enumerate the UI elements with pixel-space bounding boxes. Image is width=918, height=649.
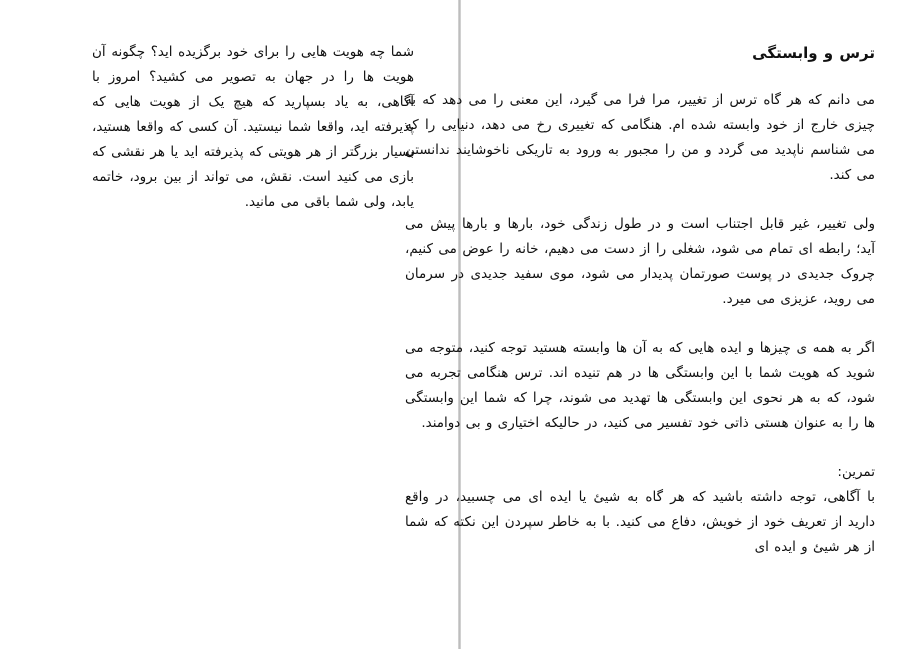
exercise-section (405, 460, 875, 560)
paragraph-3: اگر به همه ی چیزها و ایده هایی که به آن ها وابسته هستید توجه کنید، متوجه می شوید که هویت شما با این وابستگی ها در هم تنیده اند. ترس هنگامی تجربه می شود، که به هر نحوی این وابستگی ها تهدید می شوند، چرا که شما این وابستگی ها را به عنوان هستی ذاتی خود تفسیر می کنید، در حالیکه اختیاری و بی دوامند. (405, 340, 875, 431)
exercise-label: تمرین: (837, 464, 875, 480)
exercise-text: با آگاهی، توجه داشته باشید که هر گاه به شیئ یا ایده ای می چسبید، در واقع دارید از تعریف خود از خویش، دفاع می کنید. با به خاطر سپردن این نکته که شما از هر شیئ و ایده ای (405, 489, 875, 555)
paragraph-1: می دانم که هر گاه ترس از تغییر، مرا فرا می گیرد، این معنی را می دهد که به چیزی خارج از خود وابسته شده ام. هنگامی که تغییری رخ می دهد، دنیایی را که می شناسم ناپدید می گردد و من را مجبور به ورود به تاریکی ناخوشایند ندانستن می کند. (405, 92, 875, 183)
left-page-text (92, 40, 414, 215)
left-page (0, 0, 458, 649)
right-page-text (405, 40, 875, 560)
chapter-title: ترس و وابستگی (752, 44, 875, 62)
paragraph-2: ولی تغییر، غیر قابل اجتناب است و در طول زندگی خود، بارها و بارها پیش می آید؛ رابطه ای تمام می شود، شغلی را از دست می دهیم، خانه را عوض می کنیم، چروک جدیدی در پوست صورتمان پدیدار می شود، موی سفید جدیدی در سرمان می روید، عزیزی می میرد. (405, 216, 875, 307)
left-page-paragraph: شما چه هویت هایی را برای خود برگزیده اید؟ چگونه آن هویت ها را در جهان به تصویر می کشید؟ امروز با آگاهی، به یاد بسپارید که هیچ یک از هویت هایی که پذیرفته اید، واقعا شما نیستید. آن کسی که واقعا هستید، بسیار بزرگتر از هر هویتی که پذیرفته اید یا هر نقشی که بازی می کنید است. نقش، می تواند از بین برود، خاتمه یابد، ولی شما باقی می مانید. (92, 44, 414, 210)
